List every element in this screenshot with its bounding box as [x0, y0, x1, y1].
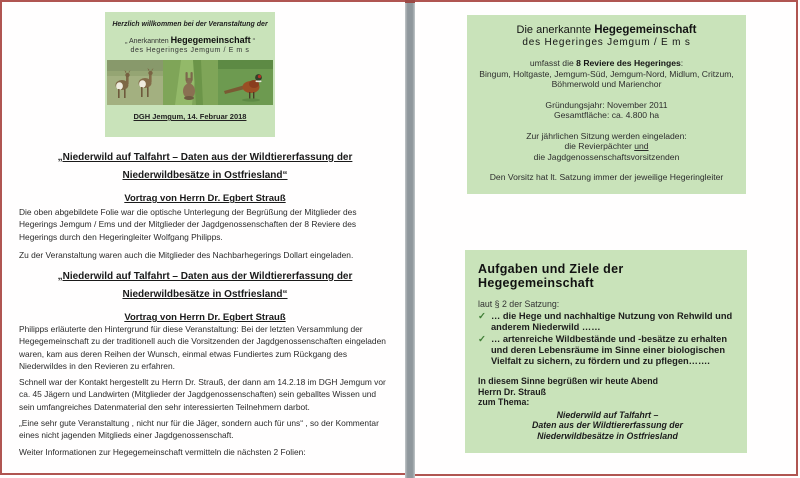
association-name-suffix: “: [250, 38, 255, 45]
chair-note: Den Vorsitz hat lt. Satzung immer der jeweilige Hegeringleiter: [489, 172, 724, 182]
report-title-block-repeat: [14, 268, 396, 323]
invitation-line2-underlined: und: [634, 141, 649, 151]
info-heading-line2: des Hegeringes Jemgum / E m s: [522, 37, 691, 48]
slide-footer-date: DGH Jemgum, 14. Februar 2018: [133, 112, 247, 121]
invitation-line2-prefix: die Revierpächter: [564, 141, 635, 151]
checklist-item-text: … artenreiche Wildbestände und -besätze zu erhalten und deren Lebensräume im Sinne einer biologischen Vielfalt zu sichern, zu fördern und zu pflegen…….: [491, 334, 728, 366]
invitation-line1: Zur jährlichen Sitzung werden eingeladen:: [526, 130, 687, 141]
checklist-item: [478, 334, 737, 367]
goals-checklist: [478, 311, 737, 367]
reviere-list: Bingum, Holtgaste, Jemgum-Süd, Jemgum-Nord, Midlum, Critzum, Böhmerwold und Marienchor: [479, 68, 734, 89]
paragraph: Weiter Informationen zur Hegegemeinschaft vermitteln die nächsten 2 Folien:: [19, 447, 306, 457]
checklist-item-text: … die Hege und nachhaltige Nutzung von Rehwild und anderem Niederwild ……: [491, 311, 733, 332]
paragraph: Zu der Veranstaltung waren auch die Mitglieder des Nachbarhegerings Dollart eingeladen.: [19, 250, 354, 260]
report-title-line1: „Niederwild auf Talfahrt – Daten aus der Wildtiererfassung der: [57, 152, 353, 163]
theme-line1: Niederwild auf Talfahrt –: [556, 409, 659, 420]
hegegemeinschaft-info-slide: [467, 15, 746, 194]
aufgaben-ziele-slide: [465, 250, 747, 453]
check-icon: ✓: [478, 311, 486, 321]
umfasst-bold: 8 Reviere des Hegeringes: [576, 58, 681, 68]
checklist-item: [478, 311, 737, 333]
goals-heading: Aufgaben und Ziele der Hegegemeinschaft: [478, 262, 624, 290]
goals-intro: laut § 2 der Satzung:: [478, 299, 560, 309]
closing-line3: zum Thema:: [478, 397, 530, 407]
umfasst-line: [473, 58, 740, 69]
total-area: Gesamtfläche: ca. 4.800 ha: [553, 110, 660, 120]
closing-lines: [478, 376, 737, 408]
theme-line3: Niederwildbesätze in Ostfriesland: [537, 430, 678, 441]
roe-deer-photo: [107, 60, 163, 105]
page-right: [413, 0, 798, 476]
report-title-line2: Niederwildbesätze in Ostfriesland“: [122, 170, 288, 181]
speaker-line: Vortrag von Herrn Dr. Egbert Strauß: [124, 193, 286, 204]
check-icon: ✓: [478, 334, 486, 344]
hare-photo: [163, 60, 218, 105]
paragraph: Die oben abgebildete Folie war die optische Unterlegung der Begrüßung der Mitglieder des Hegerings Jemgum / Ems und der Mitglieder der Jagdgenossenschaften der 8 Reviere des Hegerings durch den Hegeringleiter Wolfgang Philipps.: [19, 207, 357, 242]
speaker-line: Vortrag von Herrn Dr. Egbert Strauß: [124, 312, 286, 323]
page-divider-top-border: [405, 0, 415, 3]
page-divider: [405, 2, 415, 478]
info-heading-prefix: Die anerkannte: [516, 24, 595, 36]
association-name-line: [105, 35, 275, 45]
paragraph: „Eine sehr gute Veranstaltung , nicht nur für die Jäger, sondern auch für uns“ , so der Kommentar eines nicht jagenden Mitglieds einer Jagdgenossenschaft.: [19, 418, 379, 441]
association-subtitle: des Hegeringes Jemgum / E m s: [130, 47, 250, 54]
association-name-bold: Hegegemeinschaft: [170, 35, 251, 45]
theme-line2: Daten aus der Wildtiererfassung der: [532, 420, 683, 430]
wildlife-photo-strip: [107, 60, 273, 105]
info-heading: [473, 24, 740, 36]
info-heading-bold: Hegegemeinschaft: [594, 24, 697, 36]
pheasant-photo: [218, 60, 273, 105]
founding-year: Gründungsjahr: November 2011: [545, 99, 668, 110]
paragraph: Philipps erläuterte den Hintergrund für diese Veranstaltung: Bei der letzten Versammlung der Hegegemeinschaft zu der traditionell auch die Vorsitzenden der Jagdgenossenschaften eingeladen waren, kam aus deren Reihen der Wunsch, einmal etwas Fundiertes zum Rückgang des Niederwildes in den Revieren zu erfahren.: [19, 324, 386, 372]
invitation-line2: [473, 141, 740, 152]
theme-lines: [478, 410, 737, 442]
closing-line1: In diesem Sinne begrüßen wir heute Abend: [478, 376, 659, 386]
report-title-block: [14, 149, 396, 204]
closing-line2: Herrn Dr. Strauß: [478, 386, 546, 397]
invitation-line3: die Jagdgenossenschaftsvorsitzenden: [533, 151, 680, 162]
umfasst-suffix: :: [680, 58, 684, 68]
paragraph: Schnell war der Kontakt hergestellt zu Herrn Dr. Strauß, der dann am 14.2.18 im DGH Jemgum vor ca. 45 Jägern und Landwirten (Mitglieder der Jagdgenossenschaften) sein geballtes Wissen und sein umfangreiches Datenmaterial den sehr interessierten Teilnehmern darbot.: [19, 377, 386, 412]
welcome-line: Herzlich willkommen bei der Veranstaltung der: [112, 21, 268, 28]
report-title-line2: Niederwildbesätze in Ostfriesland“: [122, 289, 288, 300]
association-name-prefix: „ Anerkannten: [125, 38, 171, 45]
welcome-slide: [105, 12, 275, 137]
report-title-line1: „Niederwild auf Talfahrt – Daten aus der Wildtiererfassung der: [57, 271, 353, 282]
umfasst-prefix: umfasst die: [529, 58, 577, 68]
